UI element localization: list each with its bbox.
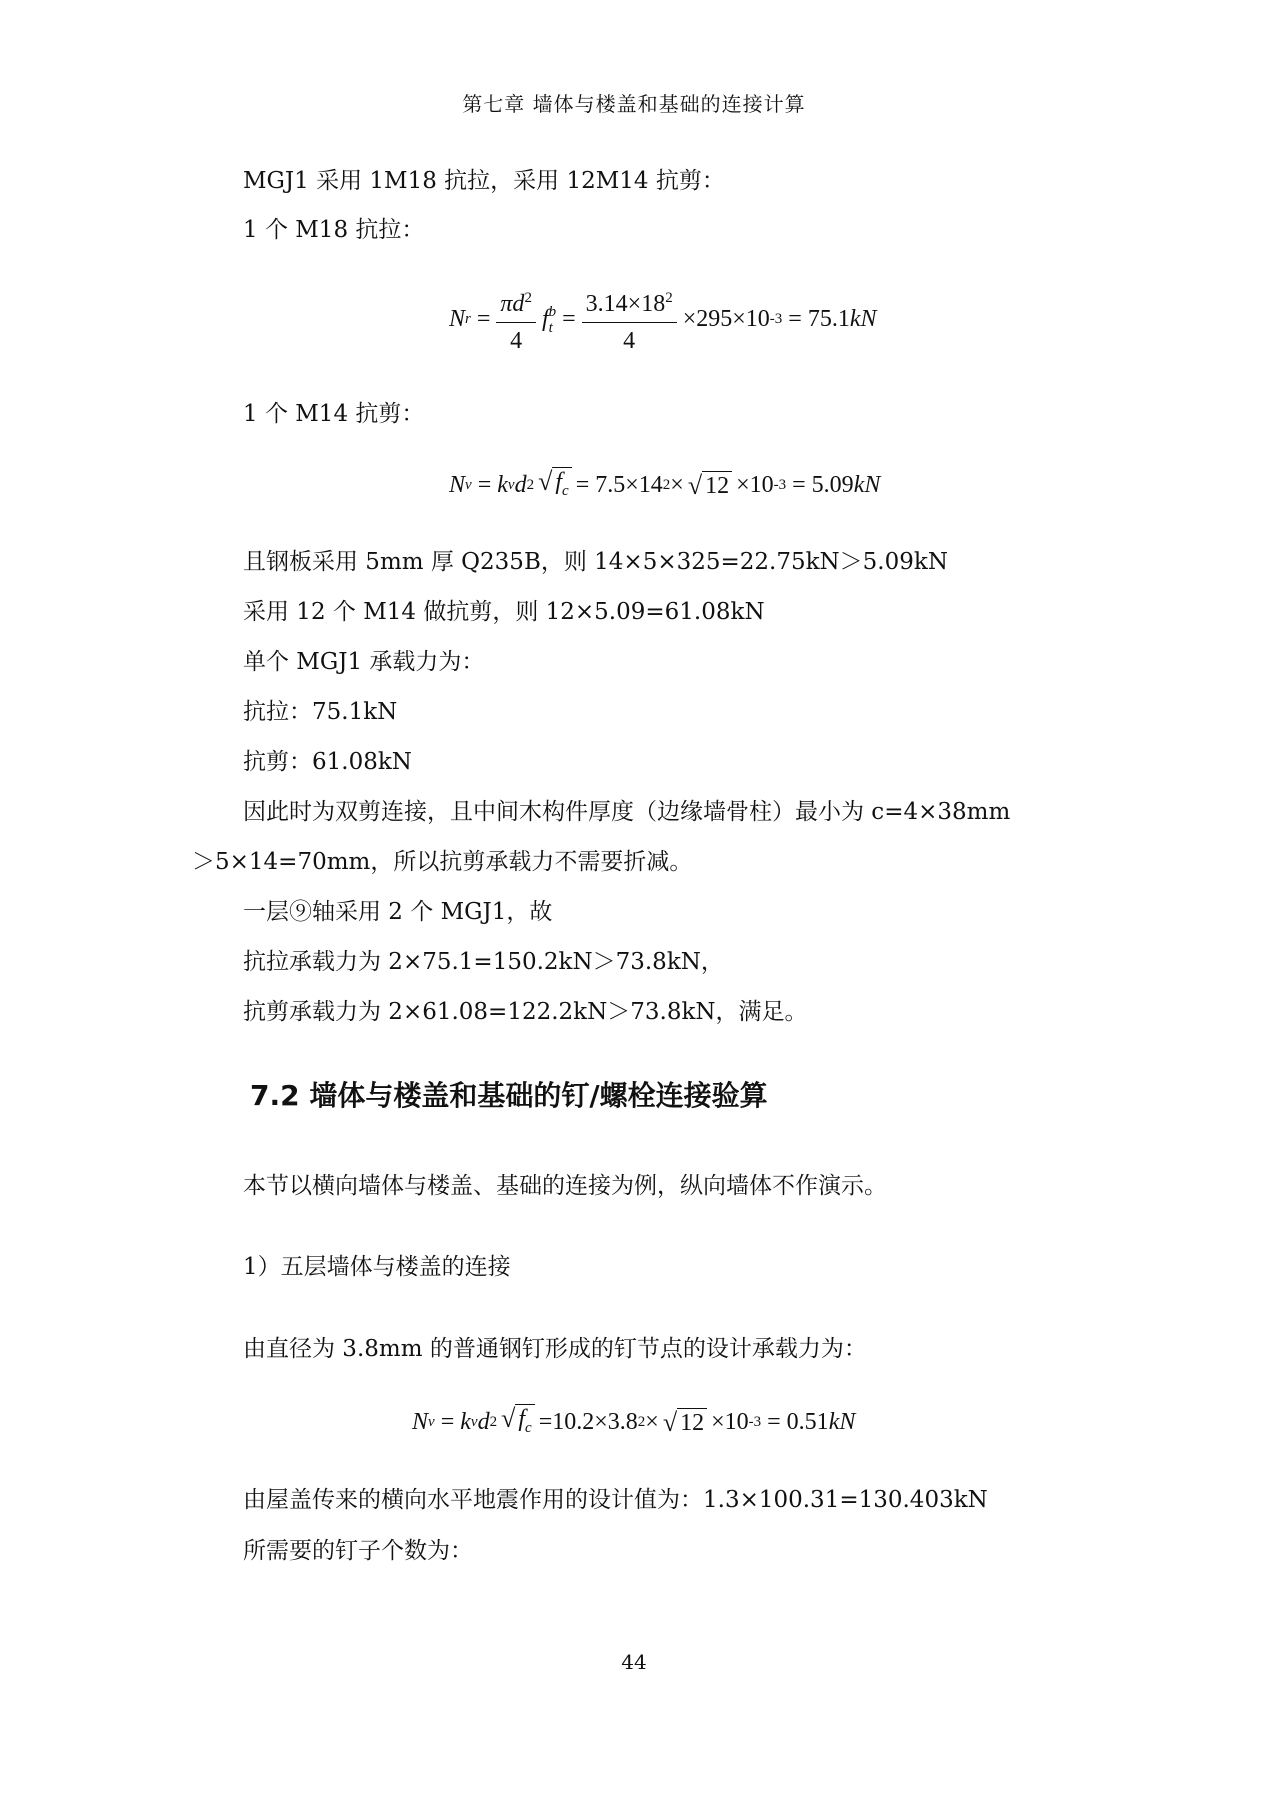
eq1-lhs-sub: r [465, 311, 471, 327]
paragraph-13: 抗剪承载力为 2×61.08=122.2kN＞73.8kN，满足。 [243, 999, 808, 1025]
eq1-f-sup: b [548, 303, 557, 320]
paragraph-14: 本节以横向墙体与楼盖、基础的连接为例，纵向墙体不作演示。 [243, 1173, 887, 1199]
eq3-times: × [645, 1409, 659, 1436]
paragraph-7: 抗拉：75.1kN [243, 699, 398, 725]
eq1-result: = 75.1 [788, 306, 850, 332]
paragraph-8: 抗剪：61.08kN [243, 749, 412, 775]
eq2-d: d [514, 472, 527, 499]
eq2-tail: ×10 [736, 472, 774, 499]
paragraph-2: 1 个 M18 抗拉： [243, 217, 425, 243]
paragraph-11: 一层⑨轴采用 2 个 MGJ1，故 [243, 899, 553, 925]
eq3-root-arg: 12 [677, 1408, 707, 1438]
eq2-result: = 5.09 [792, 472, 854, 499]
paragraph-17: 由屋盖传来的横向水平地震作用的设计值为：1.3×100.31=130.403kN [243, 1487, 988, 1513]
eq3-fc: f [518, 1406, 526, 1432]
eq1-lhs: N [449, 306, 466, 332]
eq2-d-sup: 2 [526, 477, 535, 494]
eq3-d: d [477, 1409, 490, 1436]
eq3-lhs: N [412, 1409, 429, 1436]
equation-1: N r = $\frac{\pi d^2}{4}$ f b t = $\frac{3.14\times 18^2}{4}$ ×295×10 -3 = 75.1 kN [449, 283, 877, 356]
eq2-tail-sup: -3 [773, 477, 787, 494]
eq3-result: = 0.51 [767, 1409, 829, 1436]
eq3-mid: =10.2×3.8 [538, 1409, 638, 1436]
eq3-unit: kN [828, 1409, 856, 1436]
paragraph-12: 抗拉承载力为 2×75.1=150.2kN＞73.8kN， [243, 949, 724, 975]
eq1-tail: ×295×10 [682, 306, 770, 332]
eq1-frac2-sup: 2 [665, 290, 673, 306]
eq2-lhs: N [449, 472, 466, 499]
paragraph-16: 由直径为 3.8mm 的普通钢钉形成的钉节点的设计承载力为： [243, 1336, 867, 1362]
eq2-fc-sub: c [562, 482, 569, 499]
eq1-frac1-num: πd [500, 291, 525, 317]
eq1-fraction-1 [496, 283, 536, 356]
eq2-sqrt-12: √ 12 [688, 471, 732, 501]
eq3-fc-sub: c [525, 1419, 532, 1436]
eq1-frac1-den: 4 [510, 328, 523, 354]
equation-3: N v = k v d 2 √ $f_c$ =10.2×3.8 2 × √ 12 ×10 -3 = 0.51 kN [412, 1404, 855, 1442]
equation-2: N v = k v d 2 √ $f_c$ = 7.5×14 2 × √ 12 ×10 -3 = 5.09 kN [449, 467, 880, 505]
eq2-unit: kN [853, 472, 881, 499]
eq1-frac2-den: 4 [623, 328, 636, 354]
eq1-frac1-sup: 2 [524, 290, 532, 306]
eq2-root-arg: 12 [702, 471, 732, 501]
paragraph-9: 因此时为双剪连接，且中间木构件厚度（边缘墙骨柱）最小为 c=4×38mm [243, 799, 1011, 825]
eq3-lhs-sub: v [428, 1414, 435, 1431]
eq2-k-sub: v [507, 477, 515, 494]
eq3-sqrt-12: √ 12 [663, 1408, 707, 1438]
eq2-lhs-sub: v [465, 477, 472, 494]
running-header: 第七章 墙体与楼盖和基础的连接计算 [462, 92, 806, 116]
eq3-k-sub: v [470, 1414, 478, 1431]
eq1-f-sub: t [548, 319, 553, 336]
eq3-tail: ×10 [711, 1409, 749, 1436]
section-heading: 7.2 墙体与楼盖和基础的钉/螺栓连接验算 [250, 1079, 768, 1112]
eq2-sqrt-fc: √ $f_c$ [538, 467, 572, 505]
paragraph-1: MGJ1 采用 1M18 抗拉，采用 12M14 抗剪： [243, 168, 725, 194]
eq3-d-sup: 2 [489, 1414, 498, 1431]
eq1-fraction-2 [582, 283, 677, 356]
paragraph-6: 单个 MGJ1 承载力为： [243, 649, 485, 675]
eq2-mid-sup: 2 [662, 477, 671, 494]
eq3-k: k [460, 1409, 471, 1436]
paragraph-5: 采用 12 个 M14 做抗剪，则 12×5.09=61.08kN [243, 599, 765, 625]
eq2-times: × [670, 472, 684, 499]
page-number: 44 [621, 1650, 647, 1674]
eq2-fc: f [555, 469, 563, 495]
eq1-f: f [541, 306, 549, 332]
eq1-frac2-num: 3.14×18 [585, 291, 666, 317]
eq1-tail-sup: -3 [769, 311, 783, 327]
paragraph-18: 所需要的钉子个数为： [243, 1538, 473, 1564]
eq3-sqrt-fc: √ $f_c$ [501, 1404, 535, 1442]
paragraph-4: 且钢板采用 5mm 厚 Q235B，则 14×5×325=22.75kN＞5.09kN [243, 549, 948, 575]
paragraph-3: 1 个 M14 抗剪： [243, 401, 425, 427]
eq1-unit: kN [849, 306, 877, 332]
eq2-mid: = 7.5×14 [575, 472, 663, 499]
paragraph-10: ＞5×14=70mm，所以抗剪承载力不需要折减。 [192, 849, 693, 875]
eq3-tail-sup: -3 [748, 1414, 762, 1431]
paragraph-15: 1）五层墙体与楼盖的连接 [243, 1254, 511, 1280]
eq3-mid-sup: 2 [637, 1414, 646, 1431]
eq2-k: k [497, 472, 508, 499]
